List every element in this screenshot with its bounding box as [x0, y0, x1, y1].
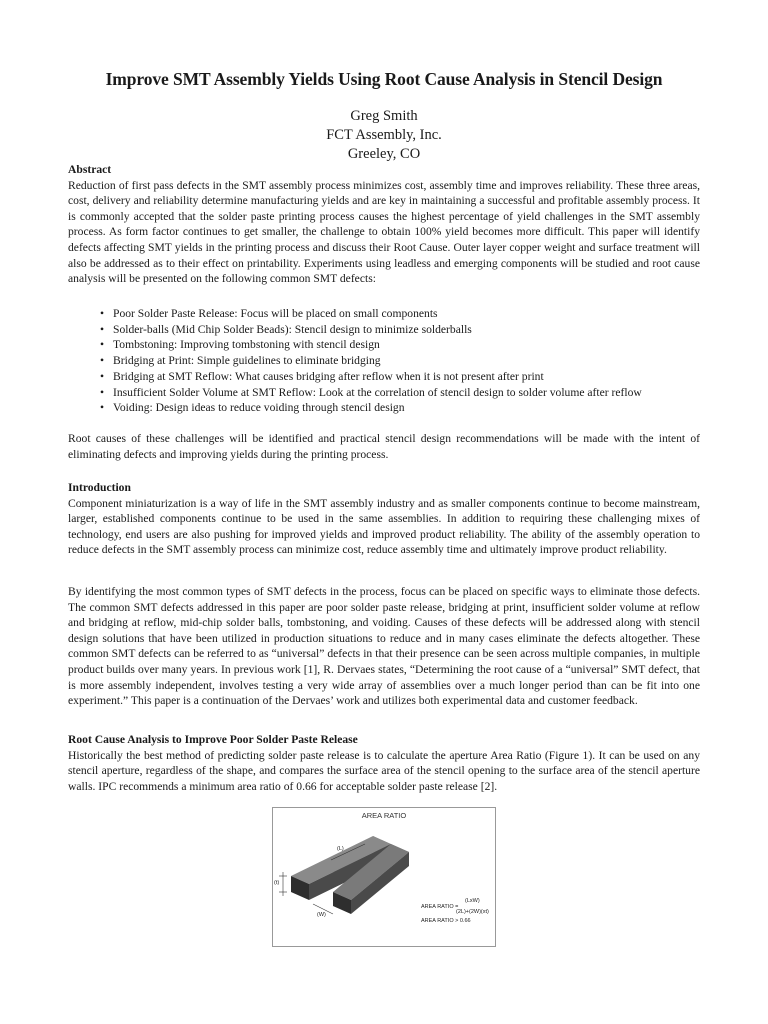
- bullet-icon: •: [100, 369, 105, 383]
- list-item: • Solder-balls (Mid Chip Solder Beads): Stencil design to minimize solderballs: [100, 322, 472, 336]
- stencil-aperture-illustration: [273, 808, 495, 946]
- introduction-paragraph-1: Component miniaturization is a way of life in the SMT assembly industry and as smaller components continue to become mainstream, larger, established components continue to be used in the same assemblies. In addition to requiring these challenging mixes of technology, end users are also pushing for improved yields and improved product reliability. The ability of the assembly operation to reduce defects in the SMT assembly process can minimize cost, reduce assembly time and ultimately improve product reliability.: [68, 496, 700, 557]
- figure-title: AREA RATIO: [361, 811, 407, 820]
- formula-lhs: AREA RATIO =: [421, 904, 459, 910]
- bullet-icon: •: [100, 385, 105, 399]
- formula-minimum: AREA RATIO > 0.66: [421, 918, 471, 924]
- list-item: • Voiding: Design ideas to reduce voiding through stencil design: [100, 401, 405, 415]
- abstract-section: [68, 162, 700, 287]
- formula-numerator: (LxW): [465, 898, 480, 904]
- introduction-paragraph-2: By identifying the most common types of SMT defects in the process, focus can be placed on specific ways to eliminate those defects. The common SMT defects addressed in this paper are poor solder paste release, bridging at print, insufficient solder volume at reflow and bridging at reflow, mid-chip solder balls, tombstoning, and voiding. Causes of these defects will be addressed along with stencil design solutions that have been utilized in production situations to reduce and in many cases eliminate the defects altogether. These common SMT defects can be referred to as “universal” defects in that their presence can be seen across multiple companies, in multiple product builds over many years. In previous work [1], R. Dervaes states, “Determining the root cause of a “universal” SMT defect, that is more assembly independent, involves testing a very wide array of assemblies over a much longer period than can be fit into one experiment.” This paper is a continuation of the Dervaes’ work and utilizes both experimental data and customer feedback.: [68, 585, 700, 708]
- bullet-icon: •: [100, 338, 105, 352]
- root-cause-paragraph: Historically the best method of predicting solder paste release is to calculate the aperture Area Ratio (Figure 1). It can be used on any stencil aperture, regardless of the shape, and compares the surface area of the stencil opening to the surface area of the stencil aperture walls. IPC recommends a minimum area ratio of 0.66 for acceptable solder paste release [2].: [68, 748, 700, 793]
- abstract-paragraph: Reduction of first pass defects in the SMT assembly process minimizes cost, assembly time and improves reliability. These three areas, cost, delivery and reliability determine manufacturing yields and are key in maintaining a successful and profitable assembly process. It is commonly accepted that the solder paste printing process causes the highest percentage of yield challenges in the SMT assembly process. As form factor continues to get smaller, the challenge to obtain 100% yield becomes more difficult. This paper will identify defects affecting SMT yields in the printing process and discuss their Root Cause. Outer layer copper weight and surface treatment will also be addressed as to their effect on printability. Experiments using leadless and emerging components will be studied and root cause analysis will be presented on the following common SMT defects:: [68, 178, 700, 286]
- width-label: (W): [317, 912, 326, 918]
- abstract-heading: Abstract: [68, 163, 112, 176]
- author-location: Greeley, CO: [347, 146, 421, 162]
- abstract-closing-paragraph: Root causes of these challenges will be identified and practical stencil design recommendations will be made with the intent of eliminating defects and improving yields during the printing process.: [68, 432, 700, 461]
- length-label: (L): [337, 846, 344, 852]
- root-cause-section: [68, 732, 700, 794]
- bullet-icon: •: [100, 354, 105, 368]
- thickness-label: (t): [274, 880, 280, 886]
- list-item: • Bridging at Print: Simple guidelines to eliminate bridging: [100, 354, 381, 368]
- author-name: Greg Smith: [350, 108, 418, 124]
- area-ratio-figure: [272, 807, 496, 947]
- paper-title: Improve SMT Assembly Yields Using Root Cause Analysis in Stencil Design: [105, 69, 663, 89]
- list-item: • Tombstoning: Improving tombstoning with stencil design: [100, 338, 380, 352]
- bullet-icon: •: [100, 322, 105, 336]
- bullet-icon: •: [100, 401, 105, 415]
- introduction-heading: Introduction: [68, 481, 131, 494]
- introduction-section: [68, 480, 700, 558]
- formula-denominator: (2L)+(2W)(xt): [456, 909, 489, 915]
- list-item: • Bridging at SMT Reflow: What causes bridging after reflow when it is not present after print: [100, 369, 544, 383]
- author-company: FCT Assembly, Inc.: [326, 127, 442, 143]
- list-item: • Insufficient Solder Volume at SMT Reflow: Look at the correlation of stencil design to solder volume after reflow: [100, 385, 642, 399]
- defect-list: [100, 306, 720, 416]
- root-cause-heading: Root Cause Analysis to Improve Poor Solder Paste Release: [68, 733, 358, 746]
- bullet-icon: •: [100, 307, 105, 320]
- list-item: • Poor Solder Paste Release: Focus will be placed on small components: [100, 307, 438, 320]
